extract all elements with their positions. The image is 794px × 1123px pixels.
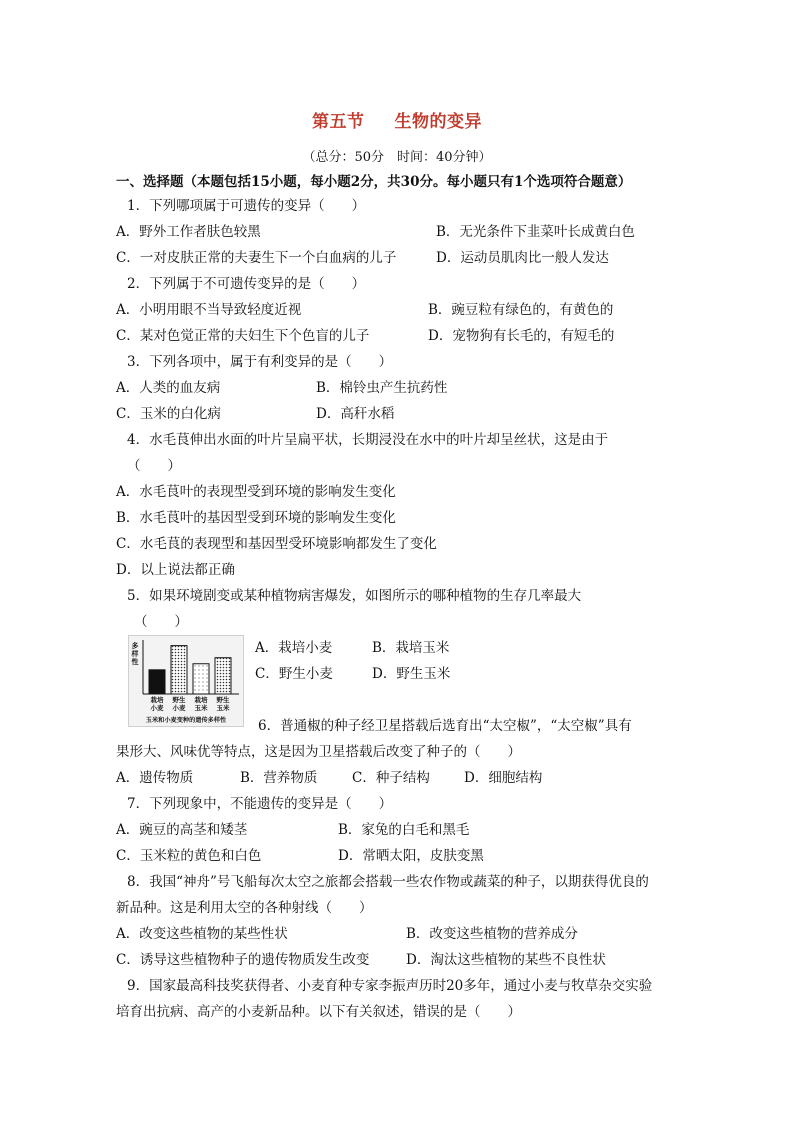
question-stem: 3．下列各项中，属于有利变异的是（ ） (127, 354, 393, 370)
answer-blank: （ ） (127, 458, 181, 474)
option-a: A．人类的血友病 (116, 380, 221, 396)
chart-canvas (129, 636, 243, 726)
question-stem: 6．普通椒的种子经卫星搭载后选育出“太空椒”，“太空椒”具有 (258, 718, 632, 734)
option-b: B．棉铃虫产生抗药性 (316, 380, 448, 396)
chart-caption: 玉米和小麦变种的遗传多样性 (145, 717, 227, 724)
x-tick-label: 小麦 (172, 704, 186, 712)
x-tick-label: 野生 (172, 696, 186, 704)
option-d: D．高秆水稻 (316, 406, 395, 422)
question-stem: 9．国家最高科技奖获得者、小麦育种专家李振声历时20多年，通过小麦与牧草杂交实验 (127, 978, 653, 994)
x-tick-label: 栽培 (150, 696, 164, 704)
option-c: C．诱导这些植物种子的遗传物质发生改变 (116, 952, 370, 968)
option-a: A．遗传物质 (116, 770, 194, 786)
option-c: C．玉米粒的黄色和白色 (116, 848, 262, 864)
question-stem: 4．水毛茛伸出水面的叶片呈扁平状，长期浸没在水中的叶片却呈丝状，这是由于 (127, 432, 609, 448)
section-heading: 一、选择题（本题包括15小题，每小题2分，共30分。每小题只有1个选项符合题意） (116, 174, 632, 190)
option-b: B．营养物质 (240, 770, 318, 786)
diversity-bar-chart (128, 635, 244, 727)
option-d: D．宠物狗有长毛的，有短毛的 (428, 328, 615, 344)
question-stem-continued: 新品种。这是利用太空的各种射线（ ） (116, 900, 373, 916)
option-a: A．水毛茛叶的表现型受到环境的影响发生变化 (116, 484, 396, 500)
option-d: D．淘汰这些植物的某些不良性状 (406, 952, 606, 968)
option-a: A．豌豆的高茎和矮茎 (116, 822, 248, 838)
x-tick-label: 玉米 (216, 704, 230, 712)
option-b: B．改变这些植物的营养成分 (406, 926, 578, 942)
option-d: D．运动员肌肉比一般人发达 (436, 250, 609, 266)
option-b: B．豌豆粒有绿色的，有黄色的 (428, 302, 614, 318)
x-tick-label: 小麦 (150, 704, 164, 712)
y-axis-label-char: 性 (131, 658, 139, 666)
x-tick-label: 野生 (216, 696, 230, 704)
question-stem-continued: 培育出抗病、高产的小麦新品种。以下有关叙述，错误的是（ ） (116, 1004, 521, 1020)
bar-野生小麦 (171, 646, 187, 694)
x-tick-label: 栽培 (194, 696, 208, 704)
y-axis-label-char: 多 (131, 642, 139, 650)
option-c: C．一对皮肤正常的夫妻生下一个白血病的儿子 (116, 250, 397, 266)
option-b: B．栽培玉米 (372, 640, 450, 656)
option-a: A．野外工作者肤色较黑 (116, 224, 261, 240)
question-stem: 7．下列现象中，不能遗传的变异是（ ） (127, 796, 393, 812)
title-section-number: 第五节 (312, 112, 365, 132)
option-d: D．细胞结构 (464, 770, 543, 786)
option-d: D．野生玉米 (372, 666, 451, 682)
option-c: C．玉米的白化病 (116, 406, 221, 422)
question-stem: 1．下列哪项属于可遗传的变异（ ） (127, 198, 366, 214)
option-c: C．野生小麦 (255, 666, 333, 682)
option-d: D．以上说法都正确 (116, 562, 235, 578)
question-stem: 2．下列属于不可遗传变异的是（ ） (127, 276, 366, 292)
question-stem: 5．如果环境剧变或某种植物病害爆发，如图所示的哪种植物的生存几率最大 (127, 588, 582, 604)
option-c: C．某对色觉正常的夫妇生下个色盲的儿子 (116, 328, 370, 344)
answer-blank: （ ） (134, 614, 188, 630)
option-a: A．改变这些植物的某些性状 (116, 926, 288, 942)
page-title (0, 107, 794, 132)
title-topic: 生物的变异 (394, 112, 482, 132)
option-a: A．小明用眼不当导致轻度近视 (116, 302, 302, 318)
question-stem: 8．我国“神舟”号飞船每次太空之旅都会搭载一些农作物或蔬菜的种子，以期获得优良的 (127, 874, 649, 890)
option-c: C．种子结构 (352, 770, 430, 786)
option-b: B．无光条件下韭菜叶长成黄白色 (436, 224, 635, 240)
option-d: D．常晒太阳，皮肤变黑 (338, 848, 484, 864)
bar-栽培玉米 (193, 664, 209, 694)
option-a: A．栽培小麦 (255, 640, 333, 656)
bar-野生玉米 (215, 658, 231, 694)
y-axis-label-char: 样 (131, 650, 139, 658)
x-tick-label: 玉米 (194, 704, 208, 712)
option-c: C．水毛茛的表现型和基因型受环境影响都发生了变化 (116, 536, 437, 552)
option-b: B．家兔的白毛和黑毛 (338, 822, 470, 838)
bar-栽培小麦 (149, 670, 165, 694)
exam-meta: （总分：50分 时间：40分钟） (302, 150, 492, 165)
question-stem-continued: 果形大、风味优等特点，这是因为卫星搭载后改变了种子的（ ） (116, 744, 521, 760)
option-b: B．水毛茛叶的基因型受到环境的影响发生变化 (116, 510, 396, 526)
